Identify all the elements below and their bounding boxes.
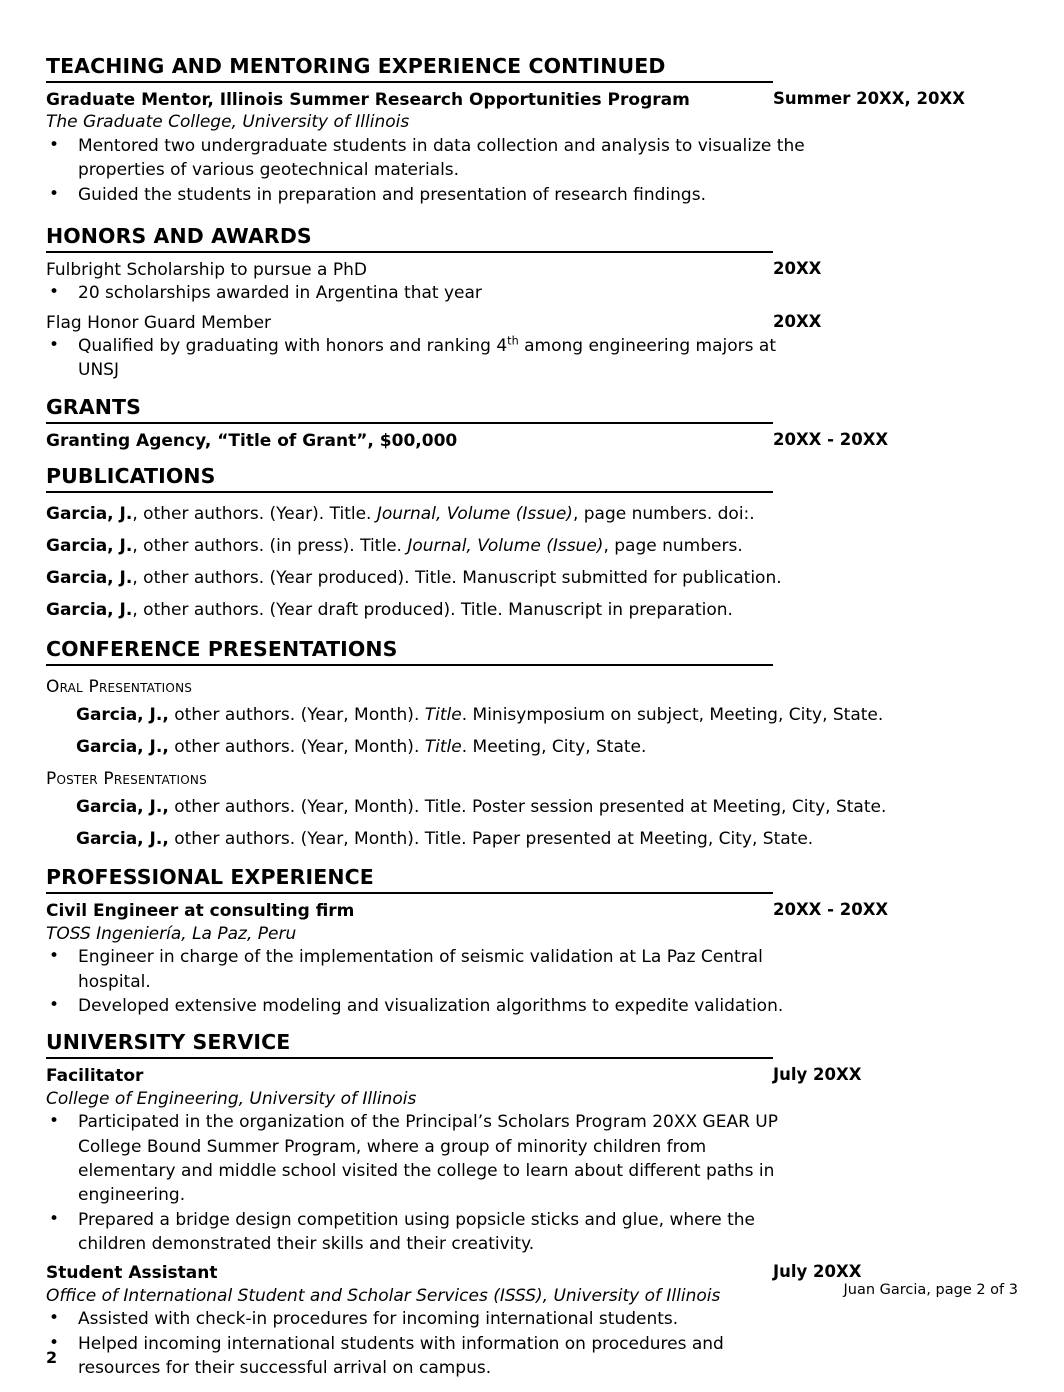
publication-entry: [46, 535, 1018, 558]
entry-flag-honor-guard: [46, 312, 1018, 334]
publication-tail: , page numbers. doi:.: [572, 504, 755, 525]
publication-text: , other authors. (Year). Title.: [132, 504, 377, 525]
list-item-text: Prepared a bridge design competition using popsicle sticks and glue, where the children demonstrated their skills and their creativity.: [78, 1209, 755, 1254]
presentation-text: other authors. (Year, Month). Title. Poster session presented at Meeting, City, State.: [168, 796, 887, 817]
section-teaching-mentoring: [46, 55, 1018, 207]
ordinal-suffix: th: [507, 334, 519, 348]
list-item: [46, 281, 805, 305]
bullet-icon: •: [49, 946, 60, 967]
publication-text: , other authors. (Year produced). Title. Manuscript submitted for publication.: [132, 568, 782, 589]
bullet-icon: •: [49, 183, 60, 204]
list-item: [46, 1332, 805, 1381]
section-heading-professional: PROFESSIONAL EXPERIENCE: [46, 866, 773, 894]
footer-note: Juan Garcia, page 2 of 3: [843, 1282, 1018, 1298]
section-heading-honors: HONORS AND AWARDS: [46, 225, 773, 253]
publication-tail: , page numbers.: [603, 536, 743, 557]
presentation-entry: [76, 796, 1018, 819]
bullet-icon: •: [49, 135, 60, 156]
bullet-list: [46, 945, 1018, 1018]
entry-facilitator: [46, 1065, 1018, 1110]
presentation-tail: . Meeting, City, State.: [461, 736, 647, 757]
author-name: Garcia, J.: [46, 504, 133, 525]
bullet-icon: •: [49, 1308, 60, 1329]
section-honors-awards: [46, 225, 1018, 383]
list-item-text-prefix: Qualified by graduating with honors and ranking 4: [78, 336, 508, 357]
entry-fulbright: [46, 259, 1018, 281]
section-publications: [46, 465, 1018, 622]
bullet-icon: •: [49, 282, 60, 303]
list-item-text: 20 scholarships awarded in Argentina that year: [78, 283, 482, 304]
section-heading-publications: PUBLICATIONS: [46, 465, 773, 493]
presentation-entry: [76, 704, 1018, 727]
bullet-list: [46, 281, 1018, 305]
bullet-list: [46, 1110, 1018, 1256]
section-professional-experience: [46, 866, 1018, 1018]
author-name: Garcia, J.: [46, 536, 133, 557]
page-number: 2: [46, 1348, 58, 1367]
list-item-text: Mentored two undergraduate students in data collection and analysis to visualize the properties of various geotechnical materials.: [78, 136, 805, 181]
section-heading-university-service: UNIVERSITY SERVICE: [46, 1031, 773, 1059]
bullet-list: [46, 134, 1018, 207]
section-heading-grants: GRANTS: [46, 396, 773, 424]
entry-graduate-mentor: [46, 89, 1018, 134]
list-item-text: Participated in the organization of the Principal’s Scholars Program 20XX GEAR UP College Bound Summer Program, where a group of minority children from elementary and middle school visited the college to learn about different paths in engineering.: [78, 1112, 779, 1206]
entry-date: 20XX - 20XX: [773, 900, 889, 920]
section-heading-teaching: TEACHING AND MENTORING EXPERIENCE CONTINUED: [46, 55, 773, 83]
presentation-text: other authors. (Year, Month).: [168, 736, 425, 757]
entry-title: Graduate Mentor, Illinois Summer Research Opportunities Program: [46, 89, 690, 110]
entry-title: Flag Honor Guard Member: [46, 312, 272, 333]
list-item: [46, 334, 805, 383]
entry-subtitle: Office of International Student and Scholar Services (ISSS), University of Illinois: [46, 1285, 721, 1306]
bullet-list: [46, 334, 1018, 383]
resume-content: [46, 55, 1018, 1380]
presentation-text: other authors. (Year, Month).: [168, 704, 425, 725]
entry-date: July 20XX: [773, 1065, 862, 1085]
entry-title: Granting Agency, “Title of Grant”, $00,000: [46, 430, 458, 451]
list-item: [46, 1110, 805, 1207]
bullet-icon: •: [49, 335, 60, 356]
subheading-poster-presentations: Poster Presentations: [46, 768, 207, 789]
publication-text: , other authors. (in press). Title.: [132, 536, 408, 557]
author-name: Garcia, J.: [46, 600, 133, 621]
presentation-entry: [76, 736, 1018, 759]
section-heading-conference: CONFERENCE PRESENTATIONS: [46, 638, 773, 666]
presentation-entry: [76, 828, 1018, 851]
bullet-icon: •: [49, 1208, 60, 1229]
list-item: [46, 134, 805, 183]
entry-subtitle: TOSS Ingeniería, La Paz, Peru: [46, 923, 297, 944]
bullet-list: [46, 1307, 1018, 1380]
bullet-icon: •: [49, 1111, 60, 1132]
entry-date: Summer 20XX, 20XX: [773, 88, 965, 108]
author-name: Garcia, J.,: [76, 796, 169, 817]
presentation-title: Title: [424, 736, 462, 757]
entry-civil-engineer: [46, 900, 1018, 945]
author-name: Garcia, J.: [46, 568, 133, 589]
entry-date: 20XX: [773, 311, 822, 331]
list-item: [46, 994, 805, 1018]
list-item-text: Assisted with check-in procedures for incoming international students.: [78, 1309, 679, 1330]
presentation-text: other authors. (Year, Month). Title. Paper presented at Meeting, City, State.: [168, 829, 814, 850]
entry-title: Civil Engineer at consulting firm: [46, 901, 355, 922]
entry-grant: [46, 430, 1018, 452]
list-item-text: Guided the students in preparation and presentation of research findings.: [78, 184, 706, 205]
list-item-text: Developed extensive modeling and visualization algorithms to expedite validation.: [78, 995, 784, 1016]
list-item: [46, 183, 805, 207]
entry-title: Student Assistant: [46, 1263, 218, 1284]
entry-subtitle: College of Engineering, University of Illinois: [46, 1088, 417, 1109]
author-name: Garcia, J.,: [76, 704, 169, 725]
entry-date: 20XX - 20XX: [773, 429, 889, 449]
bullet-icon: •: [49, 994, 60, 1015]
entry-date: 20XX: [773, 259, 822, 278]
bullet-icon: •: [49, 1332, 60, 1353]
author-name: Garcia, J.,: [76, 736, 169, 757]
section-conference-presentations: [46, 638, 1018, 852]
publication-entry: [46, 567, 1018, 590]
journal-info: Journal, Volume (Issue): [376, 504, 573, 525]
entry-title: Fulbright Scholarship to pursue a PhD: [46, 260, 367, 280]
section-grants: [46, 396, 1018, 452]
list-item-text: Engineer in charge of the implementation of seismic validation at La Paz Central hospital.: [78, 947, 763, 992]
section-university-service: [46, 1031, 1018, 1380]
publication-text: , other authors. (Year draft produced). Title. Manuscript in preparation.: [132, 600, 733, 621]
presentation-title: Title: [424, 704, 462, 725]
list-item: [46, 1307, 805, 1331]
list-item-text-suffix: among engineering majors at UNSJ: [78, 336, 776, 381]
list-item-text: Helped incoming international students with information on procedures and resources for their successful arrival on campus.: [78, 1333, 724, 1378]
subheading-oral-presentations: Oral Presentations: [46, 676, 193, 697]
author-name: Garcia, J.,: [76, 829, 169, 850]
entry-date: July 20XX: [773, 1262, 862, 1282]
publication-entry: [46, 503, 1018, 526]
list-item: [46, 1208, 805, 1257]
presentation-tail: . Minisymposium on subject, Meeting, City, State.: [461, 704, 884, 725]
publication-entry: [46, 599, 1018, 622]
entry-subtitle: The Graduate College, University of Illinois: [46, 112, 410, 133]
list-item: [46, 945, 805, 994]
entry-title: Facilitator: [46, 1066, 144, 1087]
journal-info: Journal, Volume (Issue): [407, 536, 604, 557]
